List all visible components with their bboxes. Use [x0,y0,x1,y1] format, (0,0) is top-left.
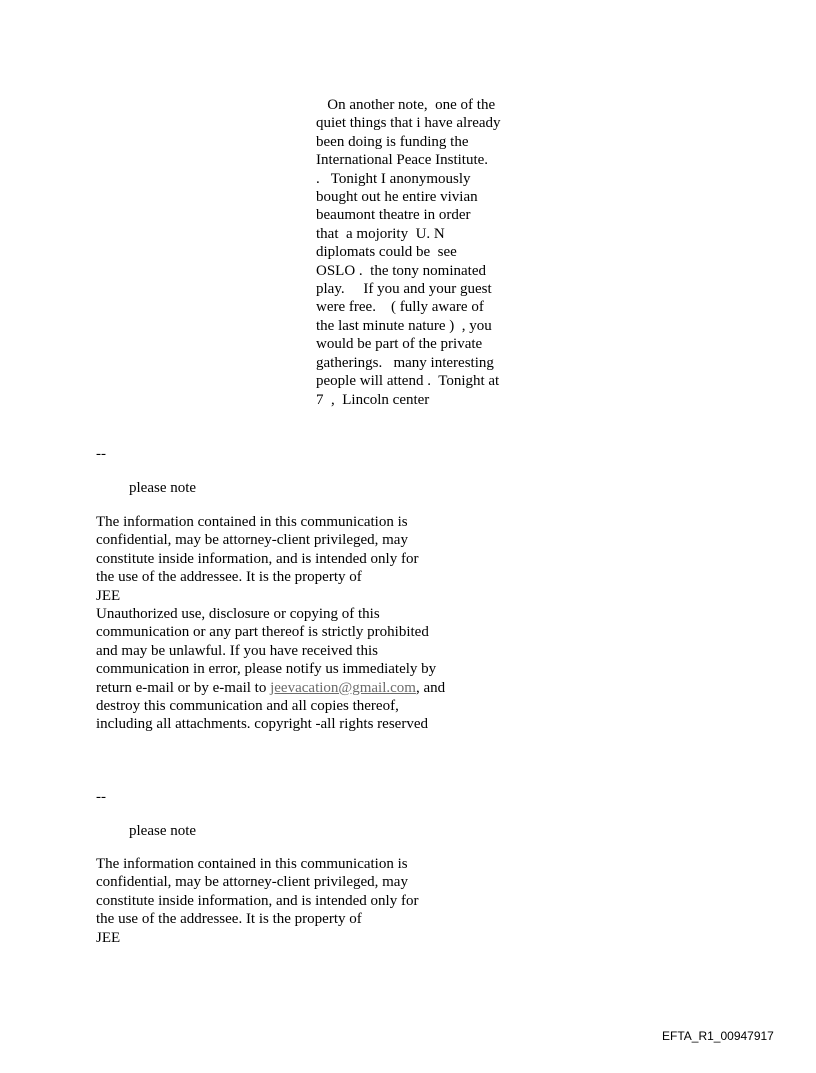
body-line: . Tonight I anonymously [316,170,471,187]
disclaimer-email-line [96,679,445,697]
body-line: quiet things that i have already [316,115,501,132]
email-line-prefix: return e-mail or by e-mail to [96,679,271,696]
confidentiality-disclaimer [96,855,418,947]
disclaimer-line: destroy this communication and all copies thereof, [96,698,399,715]
disclaimer-line: The information contained in this communication is [96,514,408,530]
disclaimer-line: JEE [96,587,121,604]
disclaimer-line: communication or any part thereof is strictly prohibited [96,624,429,641]
email-line-suffix: , and [415,679,446,696]
disclaimer-line: confidential, may be attorney-client privileged, may [96,532,408,549]
disclaimer-line: the use of the addressee. It is the property of [96,569,362,586]
please-note-label: please note [129,823,197,839]
signature-separator: -- [96,789,106,805]
disclaimer-line: Unauthorized use, disclosure or copying of this [96,606,380,623]
body-line: that a mojority U. N [316,225,445,242]
disclaimer-line: constitute inside information, and is intended only for [96,550,419,567]
body-line: 7 , Lincoln center [316,391,430,408]
confidentiality-disclaimer [96,513,445,734]
body-line: beaumont theatre in order [316,207,471,224]
body-line: On another note, one of the [316,97,496,113]
disclaimer-line: constitute inside information, and is intended only for [96,892,419,909]
body-line: diplomats could be see [316,244,457,261]
please-note-label: please note [129,480,197,496]
disclaimer-line: communication in error, please notify us immediately by [96,661,437,678]
body-line: bought out he entire vivian [316,189,478,206]
disclaimer-line: the use of the addressee. It is the property of [96,911,362,928]
body-line: International Peace Institute. [316,152,489,169]
body-line: the last minute nature ) , you [316,317,492,334]
disclaimer-line: confidential, may be attorney-client privileged, may [96,874,408,891]
signature-separator: -- [96,446,106,462]
bates-number: EFTA_R1_00947917 [662,1029,774,1043]
body-line: were free. ( fully aware of [316,299,484,316]
body-line: been doing is funding the [316,133,469,150]
body-line: play. If you and your guest [316,281,492,298]
body-line: would be part of the private [316,336,483,353]
email-link[interactable]: jeevacation@gmail.com [270,679,416,696]
disclaimer-line: The information contained in this communication is [96,856,408,872]
body-line: people will attend . Tonight at [316,373,500,390]
body-line: gatherings. many interesting [316,354,494,371]
body-line: OSLO . the tony nominated [316,262,486,279]
message-body [316,96,501,409]
disclaimer-line: JEE [96,929,121,946]
disclaimer-line: including all attachments. copyright -all rights reserved [96,716,428,733]
disclaimer-line: and may be unlawful. If you have received this [96,642,378,659]
